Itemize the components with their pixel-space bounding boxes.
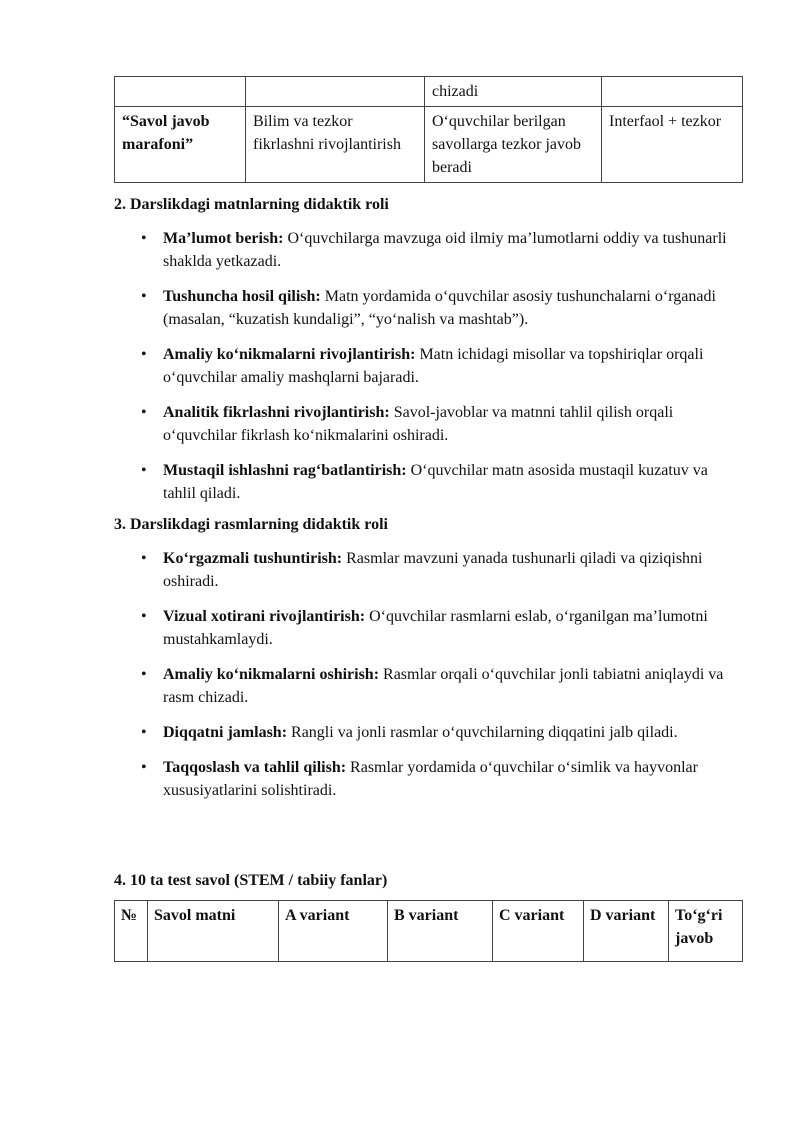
list-item-label: Ma’lumot berish:: [163, 230, 284, 247]
list-item-label: Amaliy ko‘nikmalarni oshirish:: [163, 666, 380, 683]
method-name-cell: “Savol javob marafoni”: [115, 107, 246, 183]
list-item: [114, 401, 744, 447]
test-questions-table: [114, 900, 743, 962]
header-variant-c: C variant: [493, 901, 584, 962]
table-cell: chizadi: [425, 77, 602, 107]
list-item: [114, 721, 744, 744]
list-item-text: O‘quvchilarga mavzuga oid ilmiy ma’lumotlarni oddiy va tushunarli shaklda yetkazadi.: [163, 230, 727, 270]
table-cell: [115, 77, 246, 107]
list-item-text: Rangli va jonli rasmlar o‘quvchilarning diqqatini jalb qiladi.: [287, 724, 678, 741]
list-item: [114, 459, 744, 505]
list-item: [114, 756, 744, 802]
section-2-heading: 2. Darslikdagi matnlarning didaktik roli: [114, 196, 389, 213]
section-2-list: [114, 227, 744, 517]
list-item: [114, 605, 744, 651]
list-item-label: Mustaqil ishlashni rag‘batlantirish:: [163, 462, 407, 479]
section-4-heading: 4. 10 ta test savol (STEM / tabiiy fanlar): [114, 872, 388, 889]
section-3-list: [114, 547, 744, 814]
list-item-label: Diqqatni jamlash:: [163, 724, 288, 741]
list-item-text: Rasmlar orqali o‘quvchilar jonli tabiatni aniqlaydi va rasm chizadi.: [163, 666, 724, 706]
list-item-text: Matn yordamida o‘quvchilar asosiy tushunchalarni o‘rganadi (masalan, “kuzatish kundaligi”, “yo‘nalish va mashtab”).: [163, 288, 716, 328]
list-item-label: Ko‘rgazmali tushuntirish:: [163, 550, 343, 567]
list-item-text: Savol-javoblar va matnni tahlil qilish orqali o‘quvchilar fikrlash ko‘nikmalarini oshiradi.: [163, 404, 674, 444]
header-variant-d: D variant: [584, 901, 669, 962]
list-item-label: Vizual xotirani rivojlantirish:: [163, 608, 366, 625]
list-item-label: Amaliy ko‘nikmalarni rivojlantirish:: [163, 346, 416, 363]
list-item-label: Tushuncha hosil qilish:: [163, 288, 321, 305]
list-item-text: Rasmlar yordamida o‘quvchilar o‘simlik va hayvonlar xususiyatlarini solishtiradi.: [163, 759, 698, 799]
list-item: [114, 285, 744, 331]
list-item: [114, 547, 744, 593]
list-item: [114, 227, 744, 273]
list-item-text: O‘quvchilar rasmlarni eslab, o‘rganilgan ma’lumotni mustahkamlaydi.: [163, 608, 708, 648]
method-goal-cell: Bilim va tezkor fikrlashni rivojlantirish: [246, 107, 425, 183]
header-question-text: Savol matni: [148, 901, 279, 962]
header-number: №: [115, 901, 148, 962]
table-header-row: [115, 901, 743, 962]
header-variant-a: A variant: [279, 901, 388, 962]
list-item-label: Taqqoslash va tahlil qilish:: [163, 759, 347, 776]
table-cell: [602, 77, 743, 107]
list-item: [114, 663, 744, 709]
table-row: [115, 77, 743, 107]
list-item-label: Analitik fikrlashni rivojlantirish:: [163, 404, 390, 421]
list-item-text: O‘quvchilar matn asosida mustaqil kuzatuv va tahlil qiladi.: [163, 462, 708, 502]
list-item-text: Matn ichidagi misollar va topshiriqlar orqali o‘quvchilar amaliy mashqlarni bajaradi.: [163, 346, 704, 386]
method-description-cell: O‘quvchilar berilgan savollarga tezkor javob beradi: [425, 107, 602, 183]
header-variant-b: B variant: [388, 901, 493, 962]
methods-table: [114, 76, 743, 183]
table-row: [115, 107, 743, 183]
list-item: [114, 343, 744, 389]
method-type-cell: Interfaol + tezkor: [602, 107, 743, 183]
list-item-text: Rasmlar mavzuni yanada tushunarli qiladi va qiziqishni oshiradi.: [163, 550, 703, 590]
header-correct-answer: To‘g‘ri javob: [669, 901, 743, 962]
table-cell: [246, 77, 425, 107]
section-3-heading: 3. Darslikdagi rasmlarning didaktik roli: [114, 516, 388, 533]
